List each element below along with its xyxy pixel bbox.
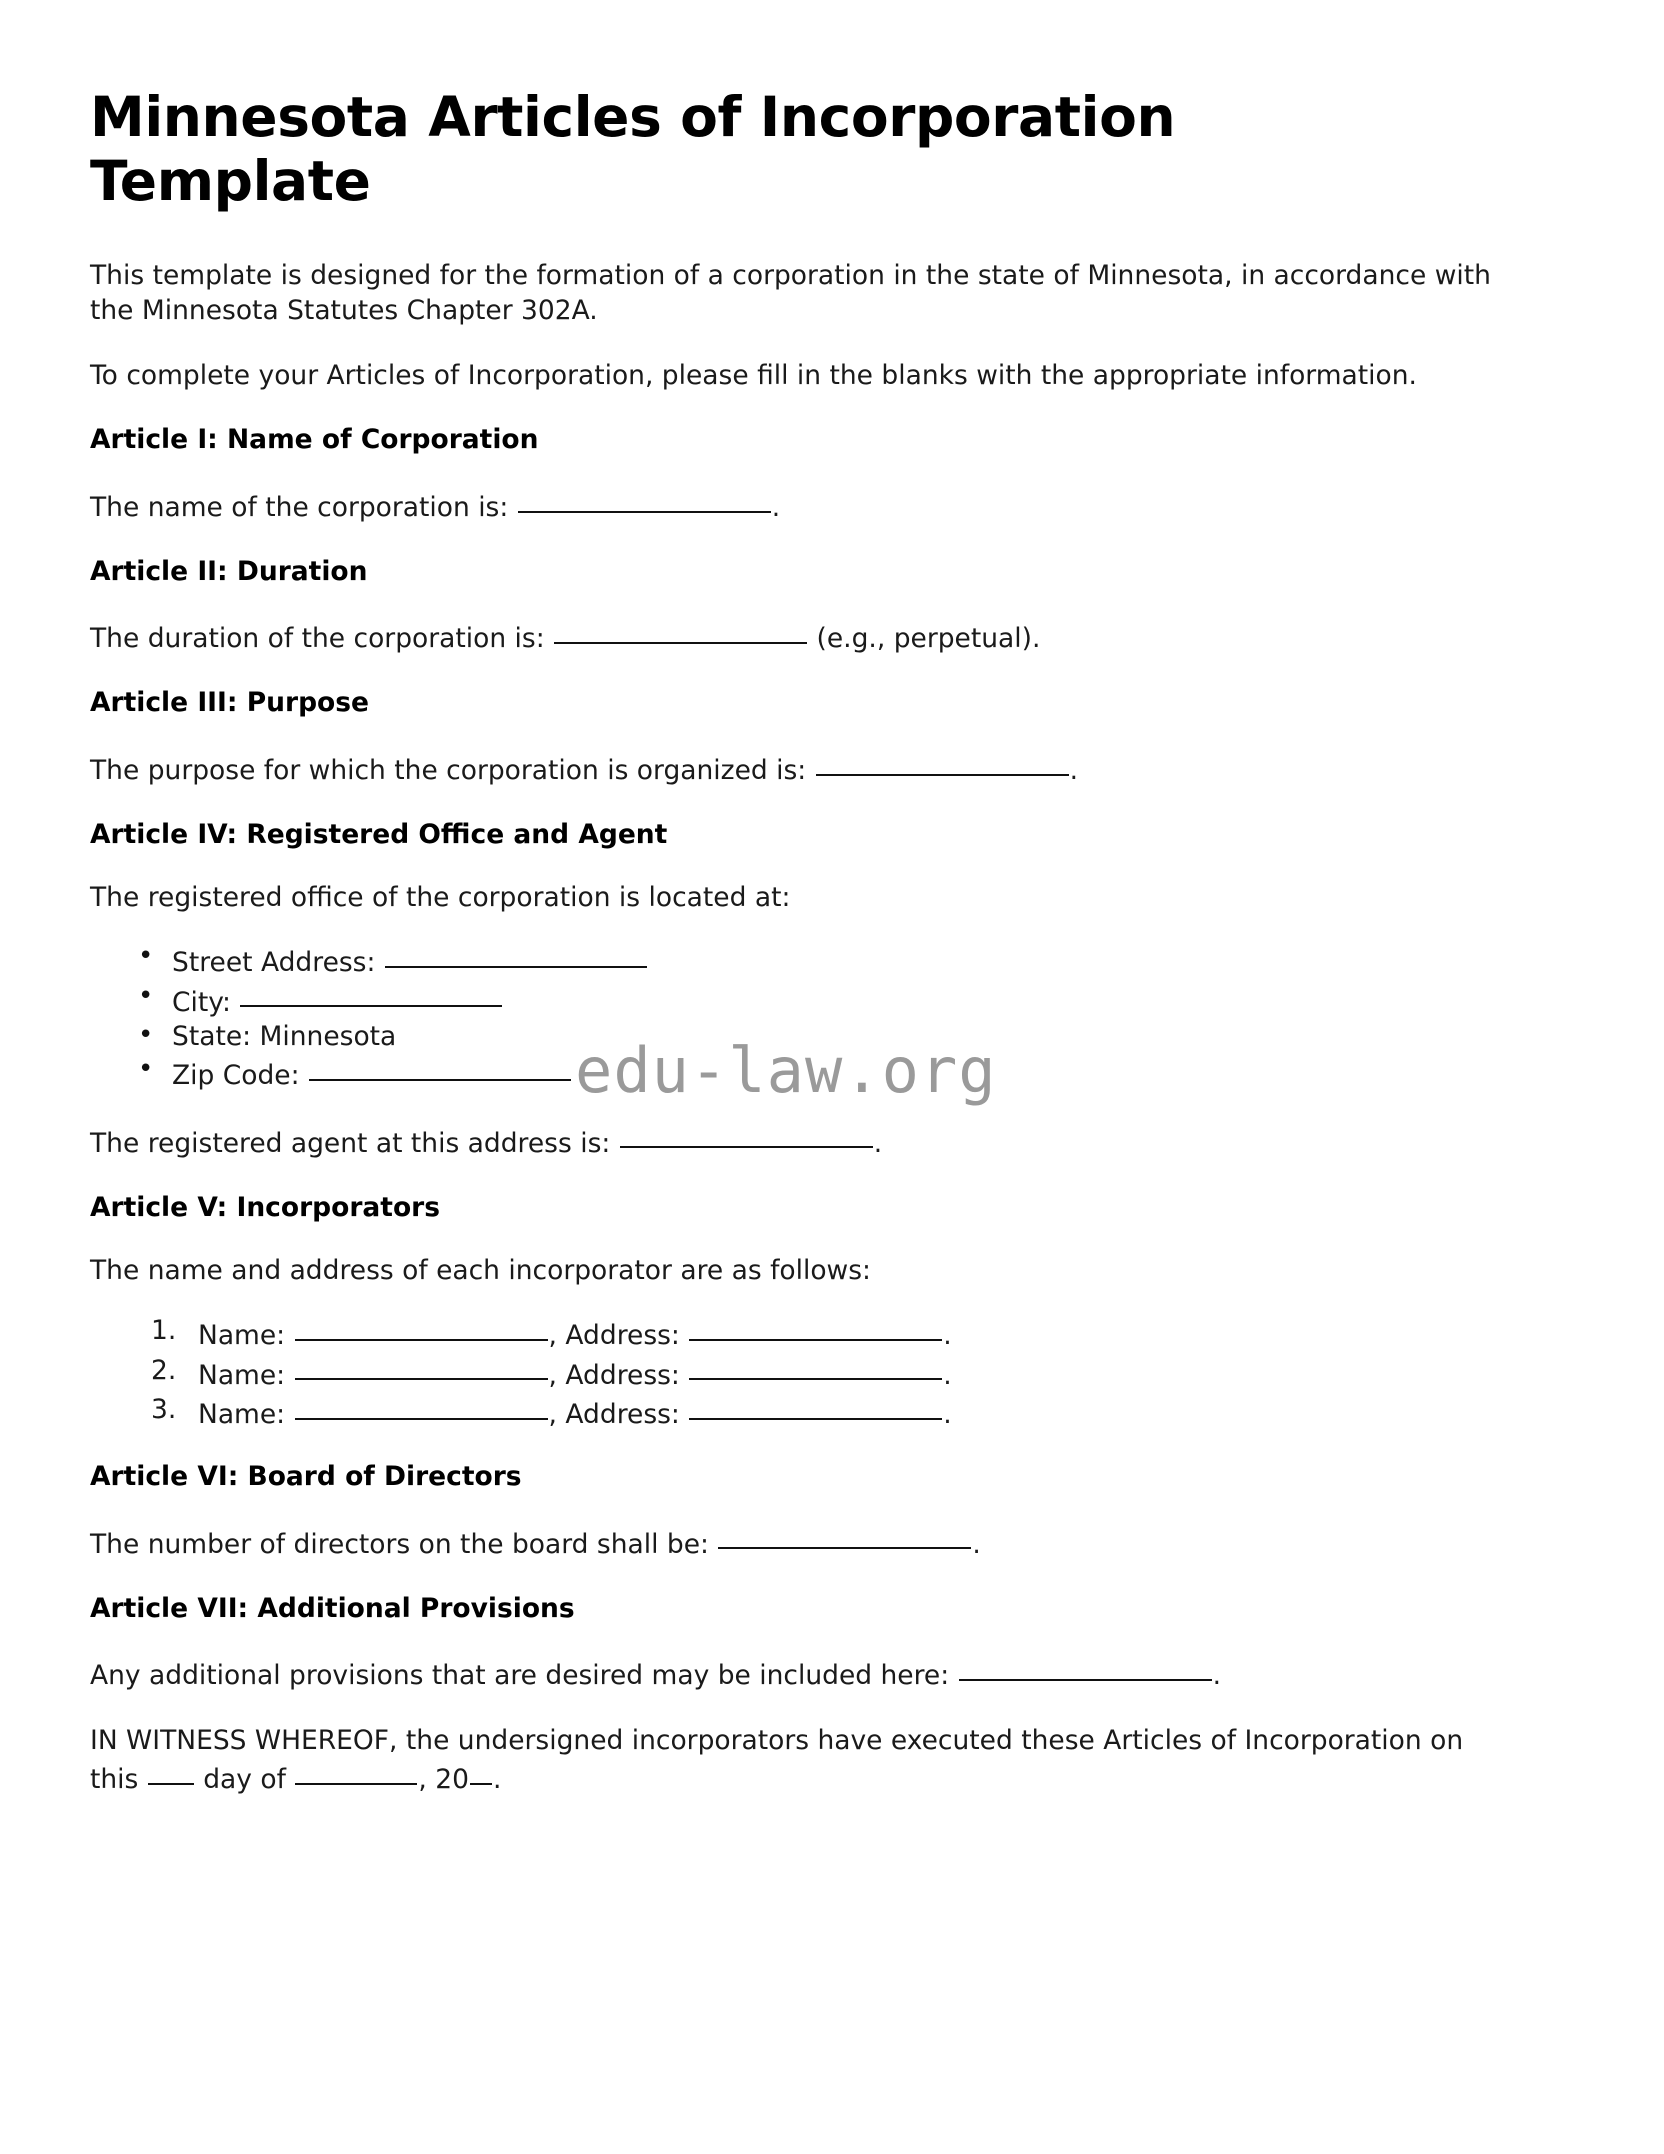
- witness-text-segment-1: IN WITNESS WHEREOF, the undersigned incorporators have executed these Articles of Incorporation on this: [90, 1725, 1464, 1796]
- list-item-city: [90, 981, 1514, 1020]
- article-6-text-before: The number of directors on the board shall be:: [90, 1528, 709, 1560]
- street-address-blank[interactable]: [385, 938, 647, 968]
- article-5-heading: Article V: Incorporators: [90, 1191, 441, 1223]
- corporation-name-blank[interactable]: [518, 483, 771, 513]
- page-title: Minnesota Articles of Incorporation Template: [90, 85, 1176, 213]
- city-label: City:: [172, 986, 231, 1018]
- article-3-heading: Article III: Purpose: [90, 687, 370, 719]
- site-watermark: edu-law.org: [575, 1034, 997, 1107]
- article-2-heading: Article II: Duration: [90, 555, 368, 587]
- incorporator-3-name-blank[interactable]: [295, 1390, 548, 1420]
- witness-text-segment-2: day of: [203, 1764, 286, 1796]
- intro-paragraph-1: This template is designed for the formation of a corporation in the state of Minnesota, in accordance with the Minnesota Statutes Chapter 302A.: [90, 259, 1491, 326]
- list-item-incorporator-1: [90, 1314, 1514, 1353]
- article-2-text-before: The duration of the corporation is:: [90, 623, 545, 655]
- city-blank[interactable]: [240, 978, 502, 1008]
- state-value: Minnesota: [259, 1020, 397, 1052]
- month-blank[interactable]: [295, 1755, 417, 1785]
- registered-agent-blank[interactable]: [620, 1119, 873, 1149]
- year-blank[interactable]: [470, 1755, 492, 1785]
- signature-block: [90, 1723, 1514, 1797]
- purpose-blank[interactable]: [816, 746, 1069, 776]
- article-3-text-after: .: [1069, 754, 1079, 786]
- incorporator-3-address-label: , Address:: [548, 1398, 680, 1430]
- incorporator-2-name-blank[interactable]: [295, 1351, 548, 1381]
- zip-code-blank[interactable]: [309, 1051, 571, 1081]
- incorporator-2-name-label: Name:: [198, 1359, 286, 1391]
- list-item-street-address: [90, 941, 1514, 980]
- incorporator-1-name-blank[interactable]: [295, 1311, 548, 1341]
- article-7-text-before: Any additional provisions that are desired may be included here:: [90, 1659, 950, 1691]
- list-item-incorporator-2: [90, 1354, 1514, 1393]
- director-count-blank[interactable]: [718, 1520, 971, 1550]
- incorporators-list: [90, 1314, 1514, 1432]
- article-6-body: [90, 1523, 1514, 1562]
- street-address-label: Street Address:: [172, 947, 376, 979]
- article-4-heading: Article IV: Registered Office and Agent: [90, 818, 668, 850]
- article-1-heading: Article I: Name of Corporation: [90, 424, 539, 456]
- incorporator-1-address-label: , Address:: [548, 1320, 680, 1352]
- additional-provisions-blank[interactable]: [959, 1651, 1212, 1681]
- article-7-body: [90, 1654, 1514, 1693]
- article-3-text-before: The purpose for which the corporation is organized is:: [90, 754, 807, 786]
- incorporator-2-terminator: .: [943, 1359, 952, 1391]
- incorporator-3-name-label: Name:: [198, 1398, 286, 1430]
- incorporator-2-address-blank[interactable]: [689, 1351, 942, 1381]
- day-blank[interactable]: [148, 1755, 194, 1785]
- incorporator-3-terminator: .: [943, 1398, 952, 1430]
- registered-agent-body: [90, 1122, 1514, 1161]
- registered-office-address-list: [90, 941, 1514, 1093]
- state-label: State:: [172, 1020, 252, 1052]
- article-1-text-before: The name of the corporation is:: [90, 491, 509, 523]
- article-3-body: [90, 749, 1514, 788]
- article-6-text-after: .: [972, 1528, 981, 1560]
- article-2-body: [90, 617, 1514, 656]
- zip-code-label: Zip Code:: [172, 1060, 300, 1092]
- duration-blank[interactable]: [554, 614, 807, 644]
- registered-agent-text-before: The registered agent at this address is:: [90, 1127, 611, 1159]
- list-item-state: [90, 1020, 1514, 1054]
- incorporator-3-address-blank[interactable]: [689, 1390, 942, 1420]
- article-7-heading: Article VII: Additional Provisions: [90, 1592, 575, 1624]
- list-item-zip-code: [90, 1054, 1514, 1093]
- incorporator-1-name-label: Name:: [198, 1320, 286, 1352]
- incorporator-1-address-blank[interactable]: [689, 1311, 942, 1341]
- article-1-body: [90, 486, 1514, 525]
- article-2-text-after: (e.g., perpetual).: [816, 623, 1041, 655]
- article-4-intro: The registered office of the corporation is located at:: [90, 882, 791, 914]
- article-6-heading: Article VI: Board of Directors: [90, 1461, 522, 1493]
- article-7-text-after: .: [1212, 1659, 1222, 1691]
- witness-text-segment-3: , 20: [418, 1764, 469, 1796]
- registered-agent-text-after: .: [873, 1127, 883, 1159]
- article-1-text-after: .: [771, 491, 781, 523]
- intro-paragraph-2: To complete your Articles of Incorporation, please fill in the blanks with the appropriate information.: [90, 360, 1417, 392]
- incorporator-1-terminator: .: [943, 1320, 952, 1352]
- witness-text-segment-4: .: [492, 1764, 502, 1796]
- incorporator-2-address-label: , Address:: [548, 1359, 680, 1391]
- list-item-incorporator-3: [90, 1393, 1514, 1432]
- article-5-intro: The name and address of each incorporator are as follows:: [90, 1255, 871, 1287]
